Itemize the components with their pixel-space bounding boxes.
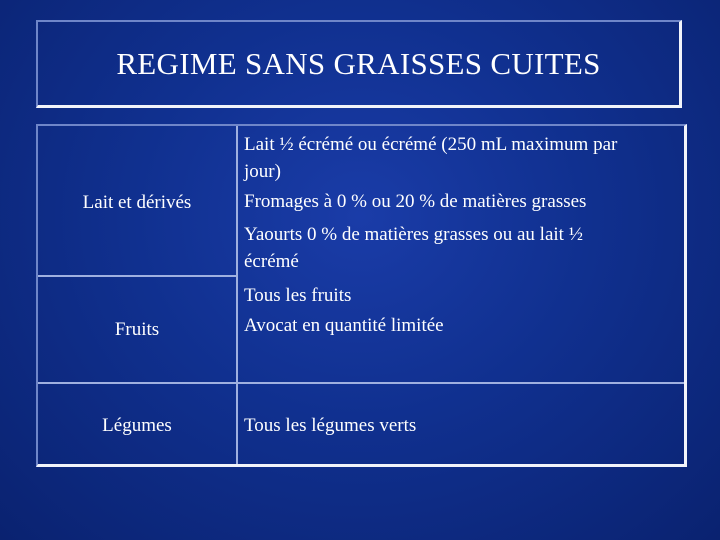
desc-line: jour) (244, 161, 281, 182)
title-box (36, 20, 682, 108)
description-lait (244, 130, 684, 274)
desc-line: Tous les fruits (244, 285, 352, 306)
column-divider (236, 126, 238, 464)
description-legumes (244, 411, 684, 441)
desc-line: écrémé (244, 251, 299, 272)
category-legumes: Légumes (102, 415, 172, 436)
category-fruits: Fruits (114, 319, 160, 340)
row-divider-2 (38, 382, 684, 384)
slide-title: REGIME SANS GRAISSES CUITES (116, 45, 601, 81)
desc-line: Avocat en quantité limitée (244, 315, 444, 336)
row-divider-1 (38, 275, 236, 277)
desc-line: Lait ½ écrémé ou écrémé (250 mL maximum par (244, 134, 618, 155)
desc-line: Tous les légumes verts (244, 415, 417, 436)
description-fruits (244, 281, 684, 341)
desc-line: Fromages à 0 % ou 20 % de matières grasses (244, 191, 587, 212)
diet-table (36, 124, 687, 467)
desc-line: Yaourts 0 % de matières grasses ou au lait ½ (244, 224, 583, 245)
category-lait: Lait et dérivés (82, 192, 192, 213)
